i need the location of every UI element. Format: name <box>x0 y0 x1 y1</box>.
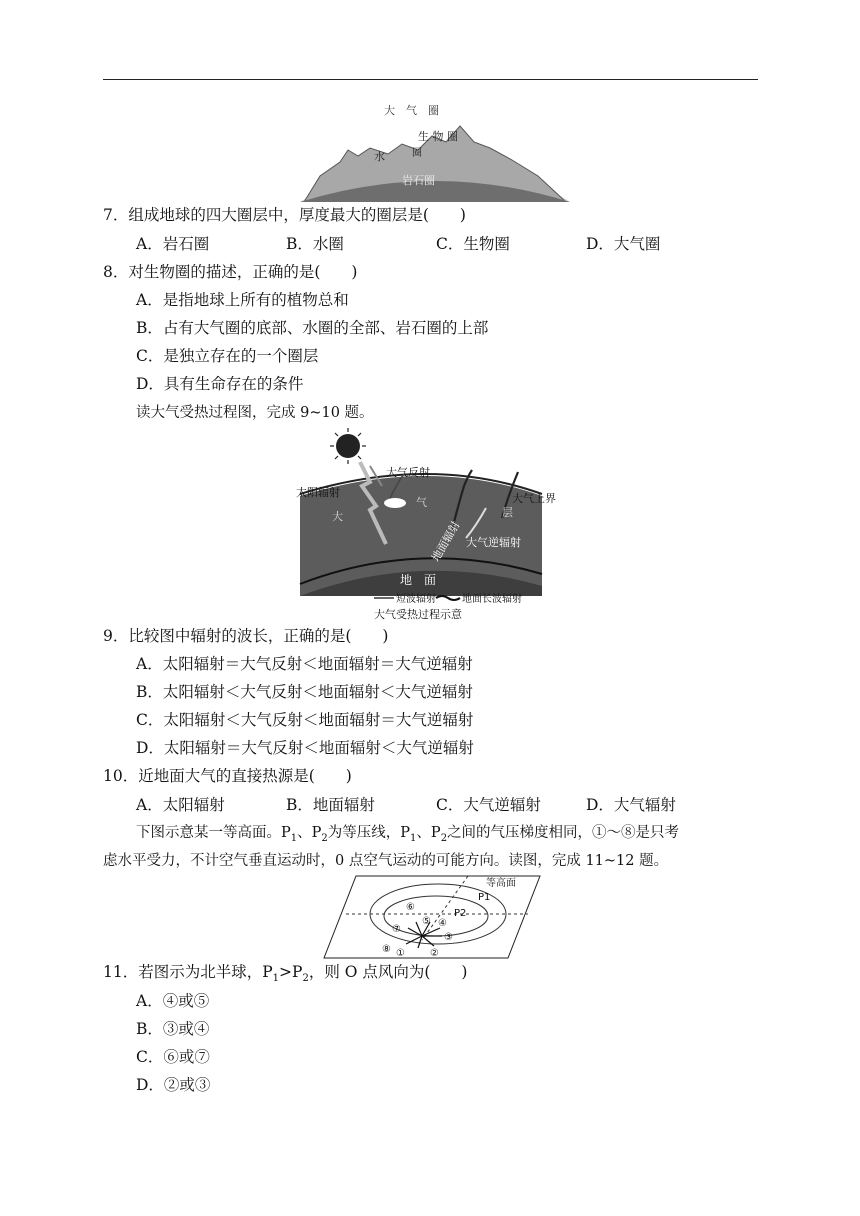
q8-stem: 8．对生物圈的描述，正确的是( ) <box>103 263 358 281</box>
fig2-label-atmospheric-counter-radiation: 大气逆辐射 <box>466 536 521 549</box>
fig3-label-p2: P2 <box>454 908 467 919</box>
fig3-label-2: ② <box>430 948 439 959</box>
fig2-label-atmospheric-reflection: 大气反射 <box>386 466 430 479</box>
fig2-caption: 大气受热过程示意 <box>374 608 462 621</box>
q10-stem: 10．近地面大气的直接热源是( ) <box>103 767 352 785</box>
q9-option-d[interactable]: D．太阳辐射＝大气反射＜地面辐射＜大气逆辐射 <box>136 739 474 757</box>
fig2-legend-shortwave: 短波辐射 <box>396 594 436 605</box>
fig3-label-5: ⑤ <box>422 916 431 927</box>
isobar-plane-figure <box>318 874 548 960</box>
q11-option-c[interactable]: C．⑥或⑦ <box>136 1048 210 1066</box>
fig3-label-7: ⑦ <box>392 924 401 935</box>
q7-option-d[interactable]: D．大气圈 <box>586 235 661 253</box>
q9-option-c[interactable]: C．太阳辐射＜大气反射＜地面辐射＝大气逆辐射 <box>136 711 474 729</box>
q11-option-a[interactable]: A．④或⑤ <box>136 992 210 1010</box>
fig2-label-ground-radiation: 地面辐射 <box>429 519 463 564</box>
fig1-label-water-sphere: 圈 <box>412 148 422 159</box>
fig3-label-1: ① <box>396 948 405 959</box>
q7-option-a[interactable]: A．岩石圈 <box>136 235 210 253</box>
fig3-label-4: ④ <box>438 918 447 929</box>
fig3-label-p1: P1 <box>478 892 491 903</box>
intro-9-10: 读大气受热过程图，完成 9~10 题。 <box>136 405 374 421</box>
intro-11-12-line2: 虑水平受力，不计空气垂直运动时，0 点空气运动的可能方向。读图，完成 11~12 题。 <box>103 853 669 869</box>
intro-11-12-line1: 下图示意某一等高面。$P_1$、$P_2$为等压线，$P_1$、$P_2$之间的气压梯度相同，①～⑧是只考 <box>136 825 680 844</box>
q9-option-b[interactable]: B．太阳辐射＜大气反射＜地面辐射＜大气逆辐射 <box>136 683 473 701</box>
q10-option-c[interactable]: C．大气逆辐射 <box>436 796 541 814</box>
header-rule <box>103 79 758 80</box>
q11-option-d[interactable]: D．②或③ <box>136 1076 211 1094</box>
cloud-icon <box>384 498 406 508</box>
q8-option-c[interactable]: C．是独立存在的一个圈层 <box>136 347 319 365</box>
fig1-label-atmosphere: 大 气 圈 <box>384 104 439 117</box>
q9-option-a[interactable]: A．太阳辐射＝大气反射＜地面辐射＝大气逆辐射 <box>136 655 473 673</box>
fig2-label-ground: 地 面 <box>400 573 437 587</box>
earth-spheres-figure <box>290 98 580 202</box>
fig2-label-ceng: 层 <box>502 506 513 519</box>
fig1-label-biosphere: 生 物 圈 <box>418 130 458 143</box>
q7-stem: 7．组成地球的四大圈层中，厚度最大的圈层是( ) <box>103 206 466 224</box>
q8-option-b[interactable]: B．占有大气圈的底部、水圈的全部、岩石圈的上部 <box>136 319 489 337</box>
q8-option-d[interactable]: D．具有生命存在的条件 <box>136 375 304 393</box>
fig3-label-3: ③ <box>444 932 453 943</box>
q9-stem: 9．比较图中辐射的波长，正确的是( ) <box>103 627 389 645</box>
q11-option-b[interactable]: B．③或④ <box>136 1020 210 1038</box>
fig3-label-isoheight: 等高面 <box>486 878 516 889</box>
fig2-label-atmosphere-top: 大气上界 <box>512 492 556 505</box>
q10-option-d[interactable]: D．大气辐射 <box>586 796 676 814</box>
fig2-label-solar-radiation: 太阳辐射 <box>296 486 340 499</box>
fig2-legend-ground-longwave: 地面长波辐射 <box>462 594 522 605</box>
fig2-label-qi: 气 <box>416 496 427 509</box>
q10-options <box>136 795 676 815</box>
sun-icon <box>336 434 360 458</box>
q7-option-b[interactable]: B．水圈 <box>286 235 344 253</box>
fig3-label-6: ⑥ <box>406 902 415 913</box>
fig1-label-lithosphere: 岩石圈 <box>402 174 435 187</box>
q7-option-c[interactable]: C．生物圈 <box>436 235 510 253</box>
fig1-label-water: 水 <box>374 150 385 163</box>
q10-option-a[interactable]: A．太阳辐射 <box>136 796 225 814</box>
fig2-label-da: 大 <box>332 510 343 523</box>
q7-options <box>136 234 660 254</box>
q8-option-a[interactable]: A．是指地球上所有的植物总和 <box>136 291 349 309</box>
fig3-label-8: ⑧ <box>382 944 391 955</box>
q10-option-b[interactable]: B．地面辐射 <box>286 796 375 814</box>
q11-stem: 11．若图示为北半球，$P_1>P_2$，则 O 点风向为( ) <box>103 963 468 985</box>
atmosphere-heating-figure <box>290 426 570 626</box>
